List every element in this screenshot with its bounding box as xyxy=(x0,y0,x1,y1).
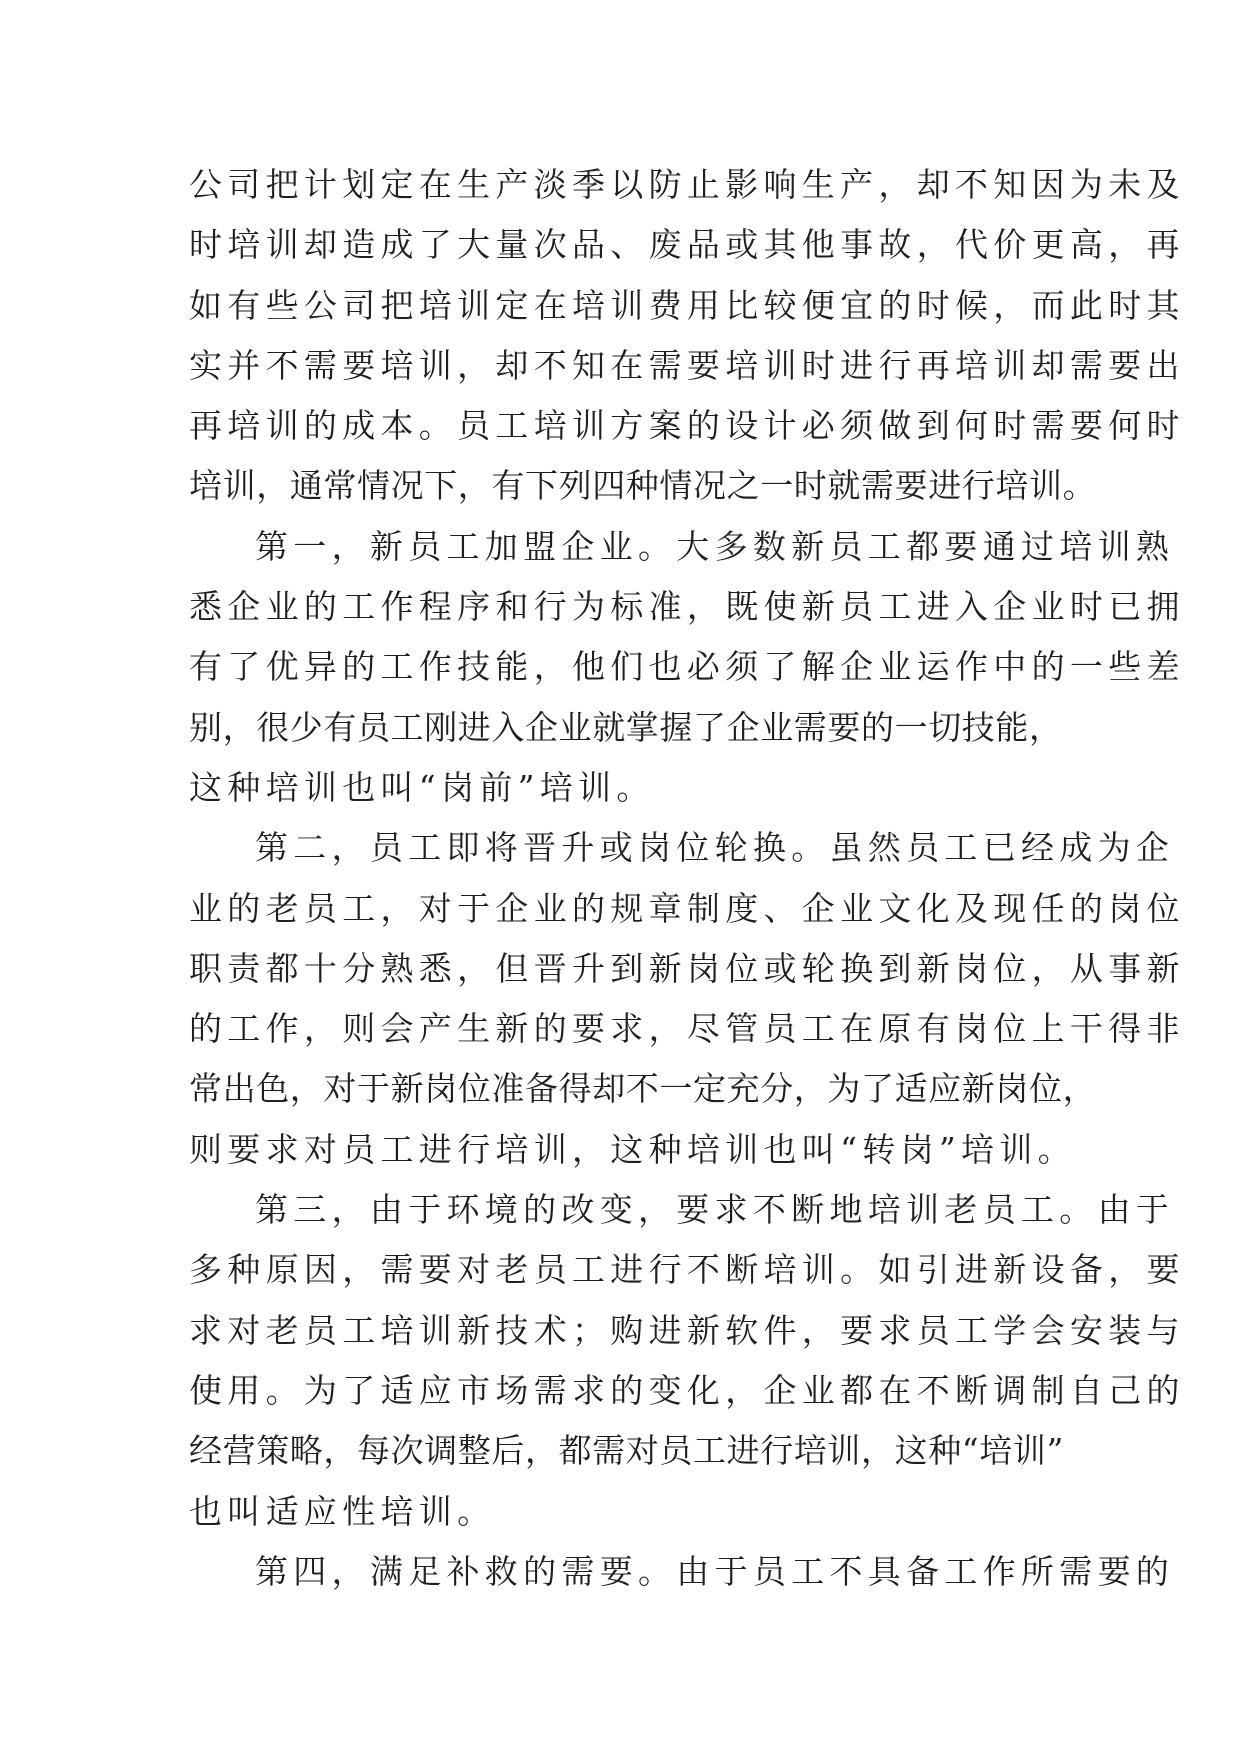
paragraph-first-line: 第二，员工即将晋升或岗位轮换。虽然员工已经成为企 xyxy=(255,828,1175,868)
text-line: 时培训却造成了大量次品、废品或其他事故，代价更高，再 xyxy=(189,225,1185,265)
text-line: 也叫适应性培训。 xyxy=(189,1491,496,1531)
text-line: 多种原因，需要对老员工进行不断培训。如引进新设备，要 xyxy=(189,1250,1185,1290)
text-line: 求对老员工培训新技术；购进新软件，要求员工学会安装与 xyxy=(189,1310,1185,1350)
text-line: 别，很少有员工刚进入企业就掌握了企业需要的一切技能， xyxy=(189,707,1063,747)
text-line: 使用。为了适应市场需求的变化，企业都在不断调制自己的 xyxy=(189,1370,1185,1410)
text-line: 的工作，则会产生新的要求，尽管员工在原有岗位上干得非 xyxy=(189,1009,1185,1049)
text-line: 则要求对员工进行培训，这种培训也叫“转岗”培训。 xyxy=(189,1129,1076,1169)
text-line: 职责都十分熟悉，但晋升到新岗位或轮换到新岗位，从事新 xyxy=(189,948,1185,988)
text-line: 经营策略，每次调整后，都需对员工进行培训，这种“培训” xyxy=(189,1431,1064,1471)
text-line: 实并不需要培训，却不知在需要培训时进行再培训却需要出 xyxy=(189,345,1185,385)
paragraph-first-line: 第四，满足补救的需要。由于员工不具备工作所需要的 xyxy=(255,1551,1175,1591)
text-line: 这种培训也叫“岗前”培训。 xyxy=(189,767,655,807)
text-line: 业的老员工，对于企业的规章制度、企业文化及现任的岗位 xyxy=(189,888,1185,928)
text-line: 公司把计划定在生产淡季以防止影响生产，却不知因为未及 xyxy=(189,165,1185,204)
text-line: 再培训的成本。员工培训方案的设计必须做到何时需要何时 xyxy=(189,406,1185,446)
document-body xyxy=(189,155,1185,1602)
text-line: 如有些公司把培训定在培训费用比较便宜的时候，而此时其 xyxy=(189,285,1185,325)
paragraph-first-line: 第一，新员工加盟企业。大多数新员工都要通过培训熟 xyxy=(255,526,1175,566)
text-line: 培训，通常情况下，有下列四种情况之一时就需要进行培训。 xyxy=(189,466,1097,506)
text-line: 有了优异的工作技能，他们也必须了解企业运作中的一些差 xyxy=(189,647,1185,687)
text-line: 常出色，对于新岗位准备得却不一定充分，为了适应新岗位， xyxy=(189,1069,1097,1109)
paragraph-first-line: 第三，由于环境的改变，要求不断地培训老员工。由于 xyxy=(255,1190,1175,1230)
text-line: 悉企业的工作程序和行为标准，既使新员工进入企业时已拥 xyxy=(189,587,1185,627)
